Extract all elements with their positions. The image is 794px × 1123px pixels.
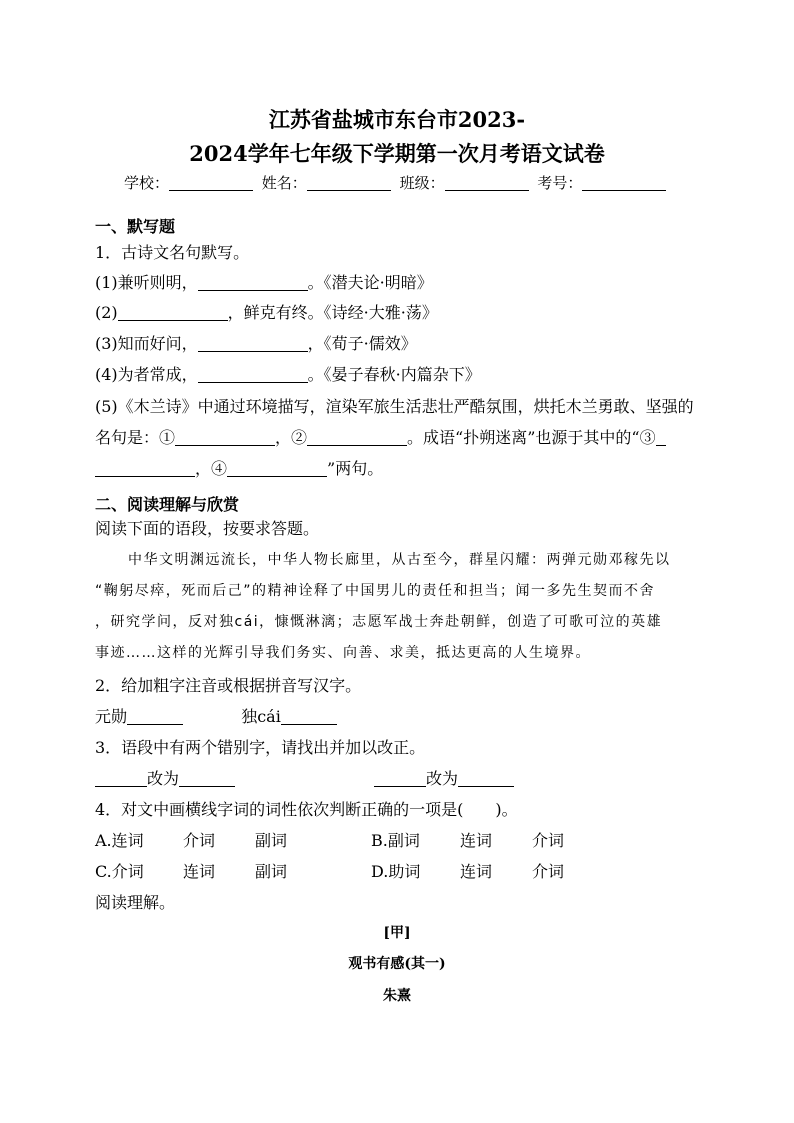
school-field[interactable] bbox=[169, 176, 253, 191]
reading-intro: 阅读下面的语段，按要求答题。 bbox=[95, 519, 320, 538]
question-1: 1．古诗文名句默写。 bbox=[95, 243, 250, 262]
option-b[interactable]: B.副词 bbox=[371, 831, 420, 850]
answer-blank[interactable] bbox=[95, 462, 195, 477]
poem-author: 朱熹 bbox=[383, 988, 411, 1004]
text: (2) bbox=[95, 303, 118, 322]
question-3: 3．语段中有两个错别字，请找出并加以改正。 bbox=[95, 738, 426, 757]
answer-blank[interactable] bbox=[179, 772, 235, 787]
option-c-word: 连词 bbox=[183, 862, 216, 881]
passage-line: “鞠躬尽瘁，死而后己”的精神诠释了中国男儿的责任和担当；闻一多先生契而不舍 bbox=[95, 583, 656, 599]
text: 改为 bbox=[147, 769, 180, 788]
answer-blank[interactable] bbox=[127, 710, 183, 725]
text: ，② bbox=[275, 428, 308, 447]
option-d[interactable]: D.助词 bbox=[371, 862, 421, 881]
dictation-line-3 bbox=[95, 331, 417, 354]
poem-title: 观书有感(其一) bbox=[348, 956, 446, 972]
text: ”两句。 bbox=[327, 459, 384, 478]
passage-line: ，研究学问，反对独cái，慷慨淋漓；志愿军战士奔赴朝鲜，创造了可歌可泣的英雄 bbox=[95, 614, 663, 630]
answer-blank[interactable] bbox=[307, 431, 407, 446]
option-a[interactable]: A.连词 bbox=[95, 831, 144, 850]
option-b-word: 介词 bbox=[532, 831, 565, 850]
class-label: 班级： bbox=[399, 174, 445, 192]
section-heading-reading: 二、阅读理解与欣赏 bbox=[95, 495, 240, 514]
dictation-line-7 bbox=[95, 456, 383, 479]
answer-blank[interactable] bbox=[374, 772, 426, 787]
dictation-line-6 bbox=[95, 425, 666, 448]
dictation-line-4 bbox=[95, 362, 481, 385]
text: 。成语“扑朔迷离”也源于其中的“③ bbox=[407, 428, 656, 447]
answer-blank[interactable] bbox=[198, 276, 308, 291]
answer-blank[interactable] bbox=[95, 772, 147, 787]
answer-blank[interactable] bbox=[281, 710, 337, 725]
school-label: 学校： bbox=[124, 174, 170, 192]
text: 。《潜夫论·明暗》 bbox=[307, 273, 433, 292]
exam-number-label: 考号： bbox=[537, 174, 583, 192]
answer-blank[interactable] bbox=[227, 462, 327, 477]
exam-title-line2: 2024学年七年级下学期第一次月考语文试卷 bbox=[189, 141, 605, 166]
text: (4)为者常成， bbox=[95, 365, 198, 384]
dictation-line-2 bbox=[95, 300, 438, 323]
answer-blank[interactable] bbox=[118, 306, 228, 321]
text: (3)知而好问， bbox=[95, 334, 198, 353]
option-b-word: 连词 bbox=[460, 831, 493, 850]
passage-line: 中华文明渊远流长，中华人物长廊里，从古至今，群星闪耀：两弹元勋邓稼先以 bbox=[128, 552, 671, 568]
answer-blank[interactable] bbox=[656, 431, 666, 446]
exam-number-field[interactable] bbox=[582, 176, 666, 191]
answer-blank[interactable] bbox=[175, 431, 275, 446]
passage-line: 事迹……这样的光辉引导我们务实、向善、求美，抵达更高的人生境界。 bbox=[95, 645, 591, 661]
name-label: 姓名： bbox=[261, 174, 307, 192]
question-2: 2．给加粗字注音或根据拼音写汉字。 bbox=[95, 676, 362, 695]
text: 名句是：① bbox=[95, 428, 176, 447]
text: 元勋 bbox=[95, 707, 128, 726]
name-field[interactable] bbox=[307, 176, 391, 191]
text: ，鲜克有终。《诗经·大雅·荡》 bbox=[227, 303, 438, 322]
reading-comprehension-label: 阅读理解。 bbox=[95, 893, 176, 912]
option-d-word: 连词 bbox=[460, 862, 493, 881]
option-a-word: 介词 bbox=[183, 831, 216, 850]
option-c-word: 副词 bbox=[255, 862, 288, 881]
question-2-answers bbox=[95, 704, 337, 727]
answer-blank[interactable] bbox=[198, 368, 308, 383]
dictation-line-1 bbox=[95, 270, 433, 293]
question-3-answers-left bbox=[95, 766, 235, 789]
student-info-row bbox=[124, 172, 670, 193]
answer-blank[interactable] bbox=[198, 337, 308, 352]
dictation-line-5: (5)《木兰诗》中通过环境描写，渲染军旅生活悲壮严酷氛围，烘托木兰勇敢、坚强的 bbox=[95, 397, 694, 416]
text: (1)兼听则明， bbox=[95, 273, 198, 292]
question-3-answers-right bbox=[374, 766, 514, 789]
text: 。《晏子春秋·内篇杂下》 bbox=[307, 365, 481, 384]
text: ，《荀子·儒效》 bbox=[307, 334, 417, 353]
section-heading-dictation: 一、默写题 bbox=[95, 217, 176, 236]
answer-blank[interactable] bbox=[458, 772, 514, 787]
class-field[interactable] bbox=[445, 176, 529, 191]
option-a-word: 副词 bbox=[255, 831, 288, 850]
question-4: 4．对文中画横线字词的词性依次判断正确的一项是( )。 bbox=[95, 800, 518, 819]
option-c[interactable]: C.介词 bbox=[95, 862, 144, 881]
passage-jia-label: [甲] bbox=[383, 925, 411, 941]
option-d-word: 介词 bbox=[532, 862, 565, 881]
exam-title-line1: 江苏省盐城市东台市2023- bbox=[268, 107, 526, 132]
text: 改为 bbox=[426, 769, 459, 788]
text: 独cái bbox=[241, 707, 281, 726]
text: ，④ bbox=[195, 459, 228, 478]
